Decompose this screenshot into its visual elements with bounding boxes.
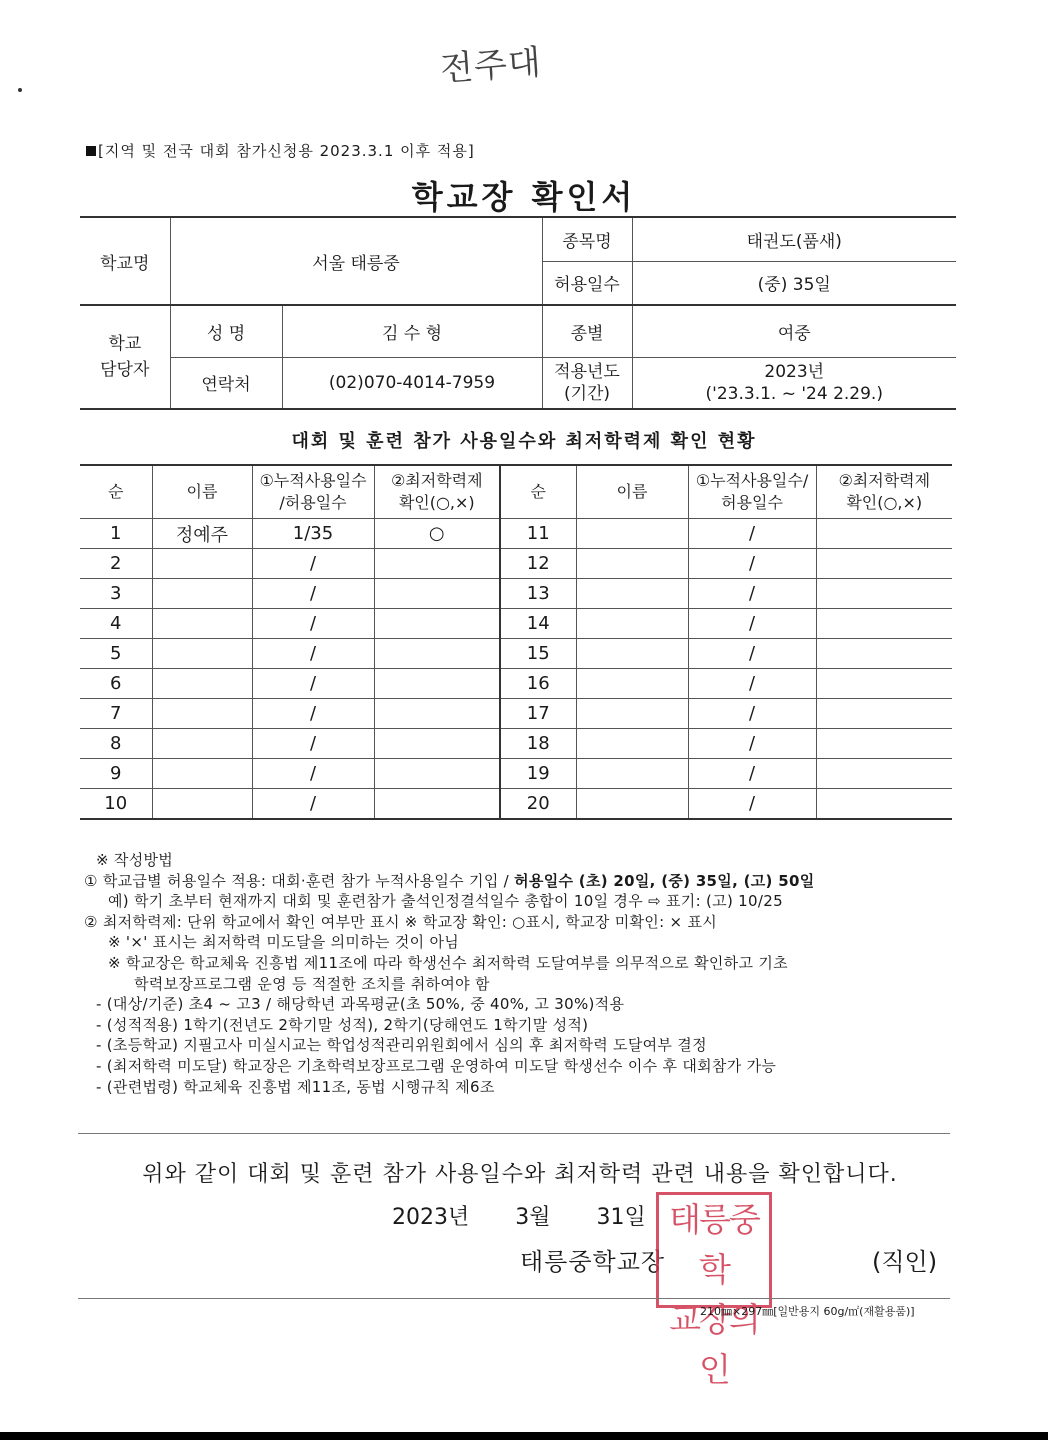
student-name <box>152 609 252 639</box>
allowed-days-value: (중) 35일 <box>632 261 956 305</box>
instruction-line: 예) 학기 초부터 현재까지 대회 및 훈련참가 출석인정결석일수 총합이 10일 경우 ⇨ 표기: (고) 10/25 <box>108 892 783 911</box>
instruction-line: - (성적적용) 1학기(전년도 2학기말 성적), 2학기(당해연도 1학기말 성적) <box>96 1015 589 1034</box>
col-header-check: ②최저학력제 확인(○,×) <box>816 465 952 519</box>
student-name <box>152 669 252 699</box>
min-academic-check <box>374 789 500 820</box>
form-header-note <box>86 140 475 161</box>
usage-table <box>80 464 952 820</box>
school-info-table <box>80 216 956 410</box>
days-used: / <box>252 759 374 789</box>
row-number: 6 <box>80 669 152 699</box>
min-academic-check <box>374 759 500 789</box>
instruction-line <box>84 871 964 892</box>
student-name <box>576 549 688 579</box>
min-academic-check: ○ <box>374 519 500 549</box>
row-number: 13 <box>500 579 576 609</box>
col-header-name: 이름 <box>152 465 252 519</box>
official-seal-stamp <box>656 1192 772 1389</box>
col-header-name: 이름 <box>576 465 688 519</box>
row-number: 16 <box>500 669 576 699</box>
student-name <box>152 639 252 669</box>
period-value: 2023년 ('23.3.1. ~ '24 2.29.) <box>632 357 956 409</box>
min-academic-check <box>374 549 500 579</box>
days-used: / <box>252 639 374 669</box>
student-name <box>576 699 688 729</box>
col-header-check: ②최저학력제 확인(○,×) <box>374 465 500 519</box>
instruction-text: ① 학교급별 허용일수 적용: 대회·훈련 참가 누적사용일수 기입 / <box>84 871 515 890</box>
row-number: 18 <box>500 729 576 759</box>
col-header-days: ①누적사용일수 /허용일수 <box>252 465 374 519</box>
student-name <box>152 549 252 579</box>
table-row <box>80 609 952 639</box>
writing-instructions <box>84 850 964 1097</box>
student-name <box>152 729 252 759</box>
table-row <box>80 639 952 669</box>
seal-line: 교장의인 <box>669 1300 759 1389</box>
col-header-no: 순 <box>80 465 152 519</box>
instruction-line: ※ '×' 표시는 최저학력 미도달을 의미하는 것이 아님 <box>108 933 460 952</box>
student-name <box>576 579 688 609</box>
row-number: 1 <box>80 519 152 549</box>
instruction-line: ※ 학교장은 학교체육 진흥법 제11조에 따라 학생선수 최저학력 도달여부를 의무적으로 확인하고 기초 <box>108 953 788 972</box>
date-month: 3월 <box>515 1205 551 1230</box>
instruction-line: - (초등학교) 지필고사 미실시교는 학업성적관리위원회에서 심의 후 최저학력 도달여부 결정 <box>96 1036 707 1055</box>
table-row <box>80 729 952 759</box>
instruction-line: ② 최저학력제: 단위 학교에서 확인 여부만 표시 ※ 학교장 확인: ○표시, 학교장 미확인: × 표시 <box>84 912 718 931</box>
date-day: 31일 <box>596 1205 646 1230</box>
school-name-value: 서울 태릉중 <box>170 217 542 305</box>
phone-value: (02)070-4014-7959 <box>282 357 542 409</box>
row-number: 2 <box>80 549 152 579</box>
days-used: / <box>252 729 374 759</box>
table-row <box>80 579 952 609</box>
student-name <box>576 759 688 789</box>
phone-label: 연락처 <box>170 357 282 409</box>
date-year: 2023년 <box>392 1205 470 1230</box>
category-value: 여중 <box>632 305 956 357</box>
row-number: 7 <box>80 699 152 729</box>
table-row <box>80 519 952 549</box>
days-used: / <box>688 789 816 820</box>
divider <box>78 1133 950 1134</box>
min-academic-check <box>374 699 500 729</box>
days-used: 1/35 <box>252 519 374 549</box>
days-used: / <box>252 789 374 820</box>
row-number: 19 <box>500 759 576 789</box>
student-name: 정예주 <box>152 519 252 549</box>
event-value: 태권도(품새) <box>632 217 956 261</box>
row-number: 17 <box>500 699 576 729</box>
school-name-label: 학교명 <box>80 217 170 305</box>
instruction-line: 학력보장프로그램 운영 등 적절한 조치를 취하여야 함 <box>134 974 490 993</box>
student-name <box>576 639 688 669</box>
period-label: 적용년도 (기간) <box>542 357 632 409</box>
name-value: 김 수 형 <box>282 305 542 357</box>
min-academic-check <box>816 699 952 729</box>
scan-dot <box>18 88 22 92</box>
divider <box>78 1298 950 1299</box>
instruction-emphasis: 허용일수 (초) 20일, (중) 35일, (고) 50일 <box>514 871 815 890</box>
event-label: 종목명 <box>542 217 632 261</box>
square-bullet-icon <box>86 146 96 156</box>
min-academic-check <box>816 519 952 549</box>
days-used: / <box>252 699 374 729</box>
instruction-line: - (대상/기준) 초4 ~ 고3 / 해당학년 과목평균(초 50%, 중 40%, 고 30%)적용 <box>96 995 625 1014</box>
header-note-text: [지역 및 전국 대회 참가신청용 2023.3.1 이후 적용] <box>98 142 475 160</box>
row-number: 8 <box>80 729 152 759</box>
min-academic-check <box>816 669 952 699</box>
table-row <box>80 669 952 699</box>
student-name <box>576 609 688 639</box>
paper-spec: 210㎜×297㎜[일반용지 60g/㎡(재활용품)] <box>700 1305 915 1318</box>
contact-person-label: 학교 담당자 <box>80 305 170 409</box>
instruction-line: - (최저학력 미도달) 학교장은 기초학력보장프로그램 운영하여 미도달 학생선수 이수 후 대회참가 가능 <box>96 1056 777 1075</box>
row-number: 11 <box>500 519 576 549</box>
student-name <box>152 759 252 789</box>
min-academic-check <box>374 669 500 699</box>
days-used: / <box>252 549 374 579</box>
min-academic-check <box>816 759 952 789</box>
min-academic-check <box>816 609 952 639</box>
instruction-line: - (관련법령) 학교체육 진흥법 제11조, 동법 시행규칙 제6조 <box>96 1077 495 1096</box>
min-academic-check <box>374 579 500 609</box>
document-title: 학교장 확인서 <box>411 178 637 216</box>
min-academic-check <box>816 579 952 609</box>
days-used: / <box>252 579 374 609</box>
handwritten-note: 전주대 <box>438 42 544 90</box>
table-row <box>80 759 952 789</box>
min-academic-check <box>816 639 952 669</box>
issue-date <box>392 1200 646 1231</box>
row-number: 4 <box>80 609 152 639</box>
row-number: 10 <box>80 789 152 820</box>
days-used: / <box>688 549 816 579</box>
student-name <box>576 519 688 549</box>
table-row <box>80 789 952 820</box>
allowed-days-label: 허용일수 <box>542 261 632 305</box>
student-name <box>576 729 688 759</box>
student-name <box>152 579 252 609</box>
table-row <box>80 549 952 579</box>
min-academic-check <box>374 609 500 639</box>
days-used: / <box>688 639 816 669</box>
scan-bottom-edge <box>0 1432 1048 1440</box>
name-label: 성 명 <box>170 305 282 357</box>
usage-table-header <box>80 465 952 519</box>
row-number: 15 <box>500 639 576 669</box>
row-number: 5 <box>80 639 152 669</box>
min-academic-check <box>816 789 952 820</box>
student-name <box>152 789 252 820</box>
col-header-days: ①누적사용일수/ 허용일수 <box>688 465 816 519</box>
min-academic-check <box>374 729 500 759</box>
days-used: / <box>688 759 816 789</box>
row-number: 3 <box>80 579 152 609</box>
table-row <box>80 699 952 729</box>
seal-line: 태릉중학 <box>669 1200 759 1289</box>
student-name <box>576 789 688 820</box>
days-used: / <box>688 519 816 549</box>
col-header-no: 순 <box>500 465 576 519</box>
row-number: 14 <box>500 609 576 639</box>
days-used: / <box>688 729 816 759</box>
days-used: / <box>688 699 816 729</box>
days-used: / <box>252 669 374 699</box>
student-name <box>576 669 688 699</box>
row-number: 9 <box>80 759 152 789</box>
confirmation-statement: 위와 같이 대회 및 훈련 참가 사용일수와 최저학력 관련 내용을 확인합니다. <box>142 1162 898 1187</box>
row-number: 20 <box>500 789 576 820</box>
category-label: 종별 <box>542 305 632 357</box>
days-used: / <box>688 609 816 639</box>
seal-label: (직인) <box>872 1248 938 1276</box>
row-number: 12 <box>500 549 576 579</box>
student-name <box>152 699 252 729</box>
school-principal: 태릉중학교장 <box>520 1248 666 1276</box>
days-used: / <box>688 579 816 609</box>
min-academic-check <box>816 729 952 759</box>
days-used: / <box>688 669 816 699</box>
min-academic-check <box>816 549 952 579</box>
section-title: 대회 및 훈련 참가 사용일수와 최저학력제 확인 현황 <box>291 431 757 452</box>
days-used: / <box>252 609 374 639</box>
min-academic-check <box>374 639 500 669</box>
instructions-heading: ※ 작성방법 <box>96 851 174 869</box>
